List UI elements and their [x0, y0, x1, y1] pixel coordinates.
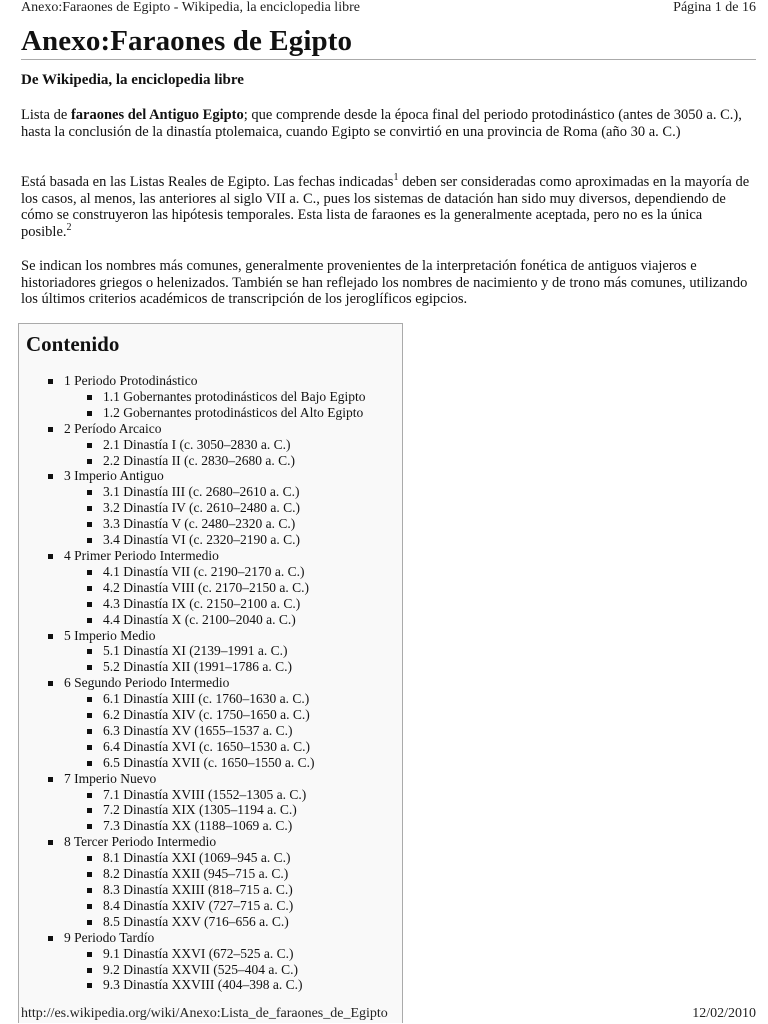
toc-subsection-item — [19, 643, 365, 659]
toc-subsection-item — [19, 500, 365, 516]
bullet-icon — [87, 697, 92, 702]
page-title: Anexo:Faraones de Egipto — [21, 25, 353, 57]
toc-link[interactable]: 3.4 Dinastía VI (c. 2320–2190 a. C.) — [103, 532, 300, 548]
bullet-icon — [87, 729, 92, 734]
toc-section-item — [19, 930, 365, 946]
bullet-icon — [87, 968, 92, 973]
bullet-icon — [48, 936, 53, 941]
toc-link[interactable]: 6.2 Dinastía XIV (c. 1750–1650 a. C.) — [103, 707, 310, 723]
bullet-icon — [87, 570, 92, 575]
toc-link[interactable]: 7 Imperio Nuevo — [64, 770, 157, 786]
print-footer — [21, 1006, 756, 1024]
toc-subsection-item — [19, 723, 365, 739]
toc-link[interactable]: 6.5 Dinastía XVII (c. 1650–1550 a. C.) — [103, 754, 315, 770]
toc-subsection-item — [19, 596, 365, 612]
bullet-icon — [87, 665, 92, 670]
toc-link[interactable]: 8.1 Dinastía XXI (1069–945 a. C.) — [103, 850, 291, 866]
toc-link[interactable]: 9.3 Dinastía XXVIII (404–398 a. C.) — [103, 977, 303, 993]
toc-subsection-item — [19, 389, 365, 405]
bullet-icon — [87, 952, 92, 957]
bullet-icon — [48, 474, 53, 479]
bullet-icon — [87, 920, 92, 925]
page-indicator: Página 1 de 16 — [673, 0, 756, 15]
toc-subsection-item — [19, 437, 365, 453]
toc-subsection-item — [19, 898, 365, 914]
bullet-icon — [87, 745, 92, 750]
bullet-icon — [87, 713, 92, 718]
bullet-icon — [87, 586, 92, 591]
toc-subsection-item — [19, 580, 365, 596]
toc-link[interactable]: 1.2 Gobernantes protodinásticos del Alto Egipto — [103, 404, 364, 420]
print-header — [21, 0, 756, 18]
toc-section-item — [19, 373, 365, 389]
toc-link[interactable]: 8.3 Dinastía XXIII (818–715 a. C.) — [103, 882, 293, 897]
bullet-icon — [87, 983, 92, 988]
page-url: http://es.wikipedia.org/wiki/Anexo:Lista_de_faraones_de_Egipto — [21, 1006, 388, 1021]
toc-subsection-item — [19, 484, 365, 500]
article-subtitle: De Wikipedia, la enciclopedia libre — [21, 72, 244, 88]
reference-1-link[interactable]: 1 — [393, 172, 399, 183]
toc-link[interactable]: 4.3 Dinastía IX (c. 2150–2100 a. C.) — [103, 595, 301, 611]
toc-link[interactable]: 5 Imperio Medio — [64, 627, 156, 643]
bullet-icon — [87, 761, 92, 766]
toc-subsection-item — [19, 405, 365, 421]
toc-link[interactable]: 3.2 Dinastía IV (c. 2610–2480 a. C.) — [103, 500, 300, 516]
toc-link[interactable]: 5.2 Dinastía XII (1991–1786 a. C.) — [103, 659, 292, 675]
bullet-icon — [48, 427, 53, 432]
toc-subsection-item — [19, 914, 365, 930]
intro-text-start: Lista de — [21, 107, 71, 123]
toc-subsection-item — [19, 866, 365, 882]
toc-subsection-item — [19, 612, 365, 628]
bullet-icon — [87, 443, 92, 448]
toc-subsection-item — [19, 962, 365, 978]
toc-section-item — [19, 421, 365, 437]
toc-link[interactable]: 8.2 Dinastía XXII (945–715 a. C.) — [103, 866, 289, 882]
toc-link[interactable]: 8 Tercer Periodo Intermedio — [64, 834, 217, 850]
toc-link[interactable]: 3.1 Dinastía III (c. 2680–2610 a. C.) — [103, 484, 300, 500]
bullet-icon — [87, 856, 92, 861]
toc-link[interactable]: 6.4 Dinastía XVI (c. 1650–1530 a. C.) — [103, 738, 310, 754]
title-divider — [21, 59, 756, 60]
bullet-icon — [87, 824, 92, 829]
toc-link[interactable]: 9.2 Dinastía XXVII (525–404 a. C.) — [103, 961, 298, 977]
bullet-icon — [48, 554, 53, 559]
toc-subsection-item — [19, 850, 365, 866]
toc-section-item — [19, 771, 365, 787]
bullet-icon — [48, 681, 53, 686]
bullet-icon — [48, 840, 53, 845]
toc-subsection-item — [19, 659, 365, 675]
bullet-icon — [87, 490, 92, 495]
toc-link[interactable]: 4.2 Dinastía VIII (c. 2170–2150 a. C.) — [103, 579, 309, 595]
toc-subsection-item — [19, 977, 365, 993]
toc-link[interactable]: 3 Imperio Antiguo — [64, 468, 164, 484]
bullet-icon — [87, 538, 92, 543]
toc-link[interactable]: 8.4 Dinastía XXIV (727–715 a. C.) — [103, 897, 294, 913]
toc-section-item — [19, 468, 365, 484]
sources-text-start: Está basada en las Listas Reales de Egipto. Las fechas indicadas — [21, 174, 394, 190]
bullet-icon — [87, 459, 92, 464]
bullet-icon — [87, 506, 92, 511]
toc-link[interactable]: 7.2 Dinastía XIX (1305–1194 a. C.) — [103, 802, 297, 818]
bullet-icon — [87, 522, 92, 527]
toc-link[interactable]: 6.1 Dinastía XIII (c. 1760–1630 a. C.) — [103, 691, 310, 707]
toc-subsection-item — [19, 882, 365, 898]
sources-text-middle: deben ser consideradas como aproximadas en la mayoría de los casos, al menos, las anteriores al siglo VII a. C., pues los sistemas de datación han sido muy diversos, dependiendo de cómo se construyeron las hipótesis temporales. Esta lista de faraones es la generalmente aceptada, pero no es la única posible. — [21, 174, 750, 240]
intro-paragraph — [21, 107, 756, 140]
table-of-contents — [18, 323, 403, 1023]
toc-subsection-item — [19, 453, 365, 469]
toc-subsection-item — [19, 564, 365, 580]
toc-link[interactable]: 1.1 Gobernantes protodinásticos del Bajo Egipto — [103, 388, 366, 404]
toc-section-item — [19, 628, 365, 644]
bullet-icon — [87, 649, 92, 654]
toc-link[interactable]: 2 Período Arcaico — [64, 420, 162, 436]
toc-subsection-item — [19, 802, 365, 818]
print-document-title: Anexo:Faraones de Egipto - Wikipedia, la enciclopedia libre — [21, 0, 360, 15]
toc-link[interactable]: 9 Periodo Tardío — [64, 929, 155, 945]
sources-paragraph — [21, 174, 756, 240]
toc-subsection-item — [19, 532, 365, 548]
toc-list — [19, 373, 365, 993]
toc-link[interactable]: 2.2 Dinastía II (c. 2830–2680 a. C.) — [103, 452, 295, 468]
toc-subsection-item — [19, 787, 365, 803]
print-date: 12/02/2010 — [692, 1006, 756, 1021]
toc-subsection-item — [19, 755, 365, 771]
toc-link[interactable]: 7.1 Dinastía XVIII (1552–1305 a. C.) — [103, 786, 307, 802]
toc-section-item — [19, 675, 365, 691]
bullet-icon — [48, 379, 53, 384]
toc-link[interactable]: 2.1 Dinastía I (c. 3050–2830 a. C.) — [103, 436, 291, 452]
toc-link[interactable]: 7.3 Dinastía XX (1188–1069 a. C.) — [103, 818, 293, 834]
toc-link[interactable]: 4 Primer Periodo Intermedio — [64, 547, 219, 563]
toc-link[interactable]: 6.3 Dinastía XV (1655–1537 a. C.) — [103, 722, 293, 738]
toc-subsection-item — [19, 691, 365, 707]
bullet-icon — [87, 888, 92, 893]
names-paragraph: Se indican los nombres más comunes, generalmente provenientes de la interpretación fonética de antiguos viajeros e historiadores griegos o helenizados. También se han reflejado los nombres de nacimiento y de trono más comunes, utilizando los últimos criterios académicos de transcripción de los jeroglíficos egipcios. — [21, 258, 748, 307]
bullet-icon — [87, 793, 92, 798]
bullet-icon — [87, 602, 92, 607]
toc-subsection-item — [19, 739, 365, 755]
bullet-icon — [48, 634, 53, 639]
toc-link[interactable]: 1 Periodo Protodinástico — [64, 373, 198, 388]
toc-link[interactable]: 9.1 Dinastía XXVI (672–525 a. C.) — [103, 945, 294, 961]
toc-link[interactable]: 3.3 Dinastía V (c. 2480–2320 a. C.) — [103, 516, 296, 532]
bullet-icon — [87, 904, 92, 909]
bullet-icon — [87, 395, 92, 400]
bullet-icon — [87, 872, 92, 877]
bullet-icon — [87, 808, 92, 813]
reference-2-link[interactable]: 2 — [66, 221, 72, 233]
toc-title: Contenido — [26, 332, 120, 356]
toc-subsection-item — [19, 818, 365, 834]
toc-subsection-item — [19, 516, 365, 532]
toc-section-item — [19, 548, 365, 564]
bullet-icon — [87, 411, 92, 416]
intro-text-end: ; que comprende desde la época final del periodo protodinástico (antes de 3050 a. C.), hasta la conclusión de la dinastía ptolemaica, cuando Egipto se convirtió en una provincia de Roma (año 30 a. C.) — [21, 107, 742, 140]
bullet-icon — [87, 618, 92, 623]
toc-subsection-item — [19, 707, 365, 723]
bullet-icon — [48, 777, 53, 782]
toc-link[interactable]: 6 Segundo Periodo Intermedio — [64, 675, 230, 691]
toc-subsection-item — [19, 946, 365, 962]
toc-section-item — [19, 834, 365, 850]
toc-link[interactable]: 4.1 Dinastía VII (c. 2190–2170 a. C.) — [103, 563, 305, 579]
toc-link[interactable]: 4.4 Dinastía X (c. 2100–2040 a. C.) — [103, 611, 296, 627]
article-link-faraones[interactable]: faraones del Antiguo Egipto — [70, 107, 244, 123]
toc-link[interactable]: 5.1 Dinastía XI (2139–1991 a. C.) — [103, 643, 288, 659]
toc-link[interactable]: 8.5 Dinastía XXV (716–656 a. C.) — [103, 913, 289, 929]
